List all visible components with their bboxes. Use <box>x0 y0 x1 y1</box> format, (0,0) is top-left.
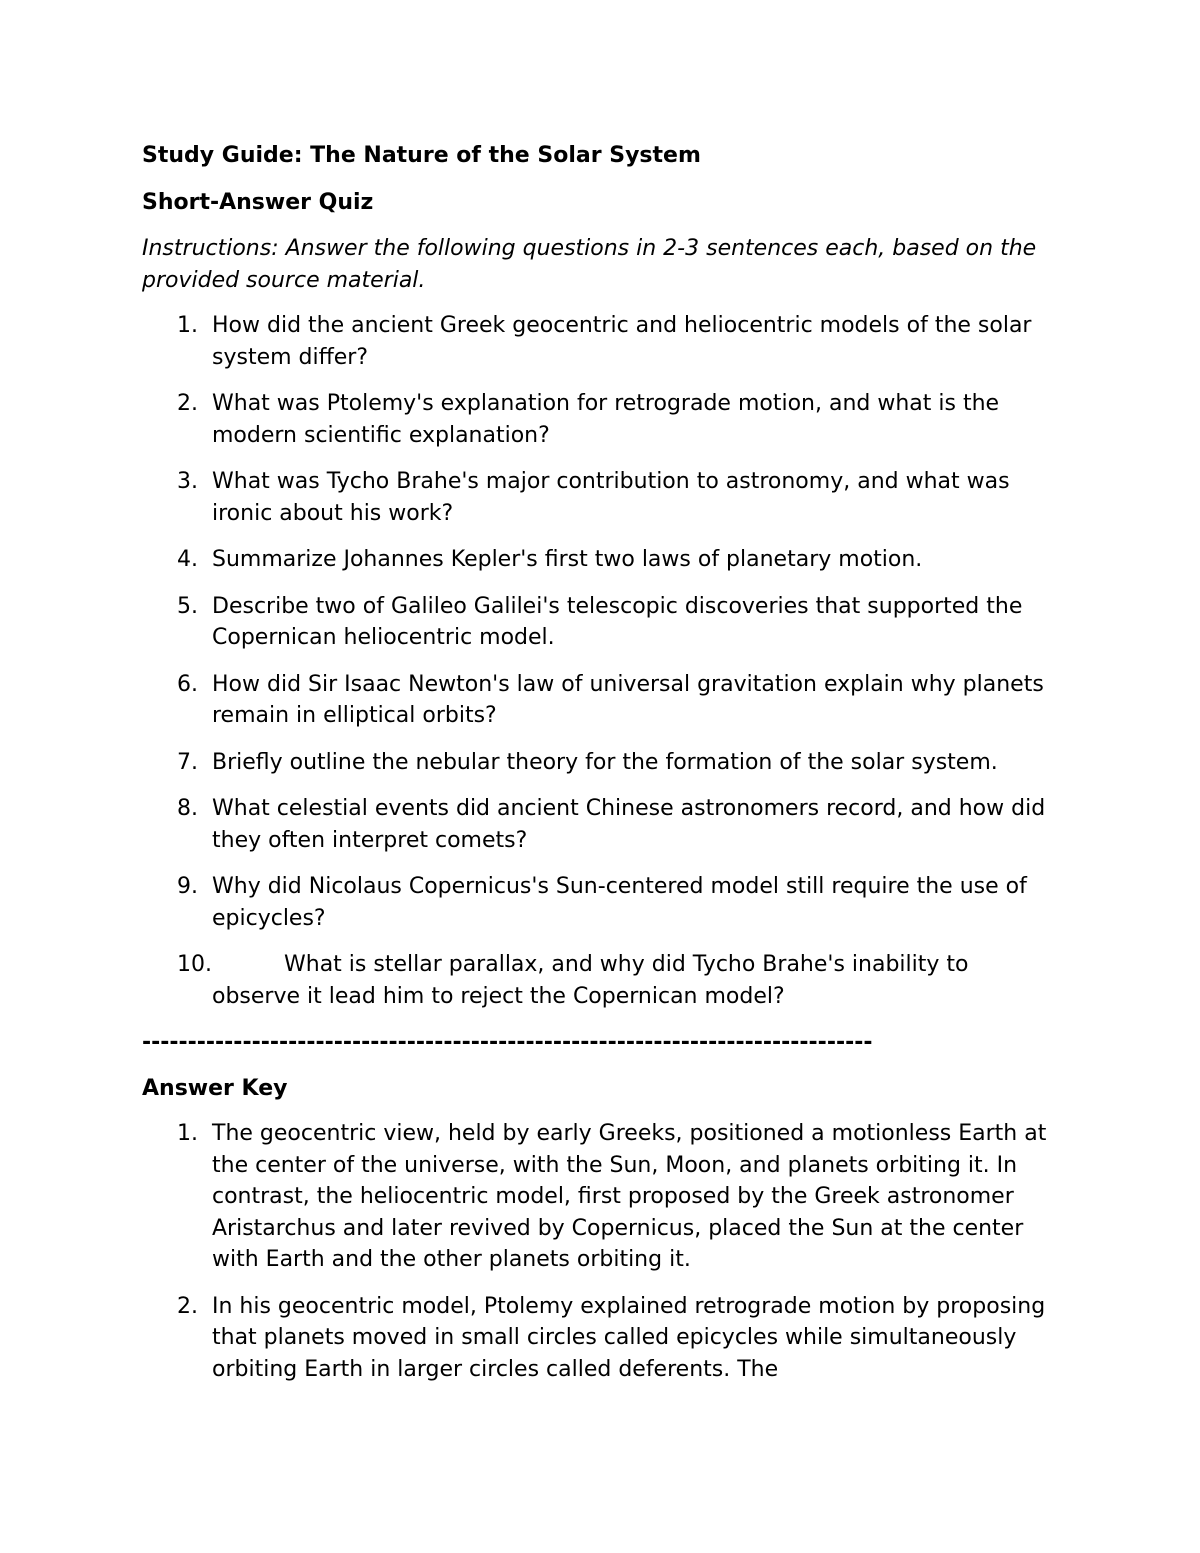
section-separator: -------------------------------------------------------------------------------- <box>142 1030 873 1055</box>
question-item <box>142 544 1062 576</box>
question-text: Briefly outline the nebular theory for the formation of the solar system. <box>212 749 998 775</box>
answer-text: The geocentric view, held by early Greeks, positioned a motionless Earth at the center of the universe, with the Sun, Moon, and planets orbiting it. In contrast, the heliocentric model, first proposed by the Greek astronomer Aristarchus and later revived by Copernicus, placed the Sun at the center with Earth and the other planets orbiting it. <box>212 1121 1047 1272</box>
question-text: Describe two of Galileo Galilei's telescopic discoveries that supported the Copernican heliocentric model. <box>212 593 1023 650</box>
quiz-instructions: Instructions: Answer the following questions in 2-3 sentences each, based on the provided source material. <box>142 236 1037 293</box>
question-number: 3. <box>177 469 198 494</box>
question-item <box>142 747 1062 779</box>
question-number: 4. <box>177 547 198 572</box>
question-list <box>142 310 1062 1012</box>
question-number: 2. <box>177 391 198 416</box>
question-item <box>142 591 1062 654</box>
document-page <box>142 140 1062 1400</box>
question-text: What was Tycho Brahe's major contribution to astronomy, and what was ironic about his work? <box>212 469 1010 526</box>
answer-item <box>142 1118 1062 1276</box>
question-text: How did Sir Isaac Newton's law of universal gravitation explain why planets remain in elliptical orbits? <box>212 671 1044 728</box>
answer-number: 1. <box>177 1121 198 1146</box>
question-item <box>142 669 1062 732</box>
question-item <box>142 310 1062 373</box>
question-number: 5. <box>177 593 198 619</box>
question-number: 1. <box>177 313 198 338</box>
question-number: 10. <box>177 952 212 977</box>
question-item <box>142 871 1062 934</box>
question-text: Summarize Johannes Kepler's first two laws of planetary motion. <box>212 547 923 572</box>
answer-number: 2. <box>177 1293 198 1319</box>
question-number: 8. <box>177 796 198 821</box>
question-number: 7. <box>177 749 198 775</box>
question-item <box>142 388 1062 451</box>
answer-item <box>142 1291 1062 1386</box>
question-text: What celestial events did ancient Chinese astronomers record, and how did they often interpret comets? <box>212 796 1046 853</box>
question-text: What was Ptolemy's explanation for retrograde motion, and what is the modern scientific explanation? <box>212 391 1000 448</box>
question-item <box>142 466 1062 529</box>
answer-text: In his geocentric model, Ptolemy explained retrograde motion by proposing that planets moved in small circles called epicycles while simultaneously orbiting Earth in larger circles called deferents. The <box>212 1293 1046 1382</box>
question-number: 6. <box>177 671 198 697</box>
quiz-heading: Short-Answer Quiz <box>142 189 374 215</box>
question-number: 9. <box>177 874 198 899</box>
answer-list <box>142 1118 1062 1385</box>
question-item <box>142 949 1062 1012</box>
question-text: How did the ancient Greek geocentric and heliocentric models of the solar system differ? <box>212 313 1032 370</box>
question-text: Why did Nicolaus Copernicus's Sun-centered model still require the use of epicycles? <box>212 874 1027 931</box>
document-title: Study Guide: The Nature of the Solar System <box>142 143 701 168</box>
question-text: What is stellar parallax, and why did Tycho Brahe's inability to observe it lead him to reject the Copernican model? <box>212 952 969 1009</box>
answer-key-heading: Answer Key <box>142 1075 288 1101</box>
question-item <box>142 793 1062 856</box>
